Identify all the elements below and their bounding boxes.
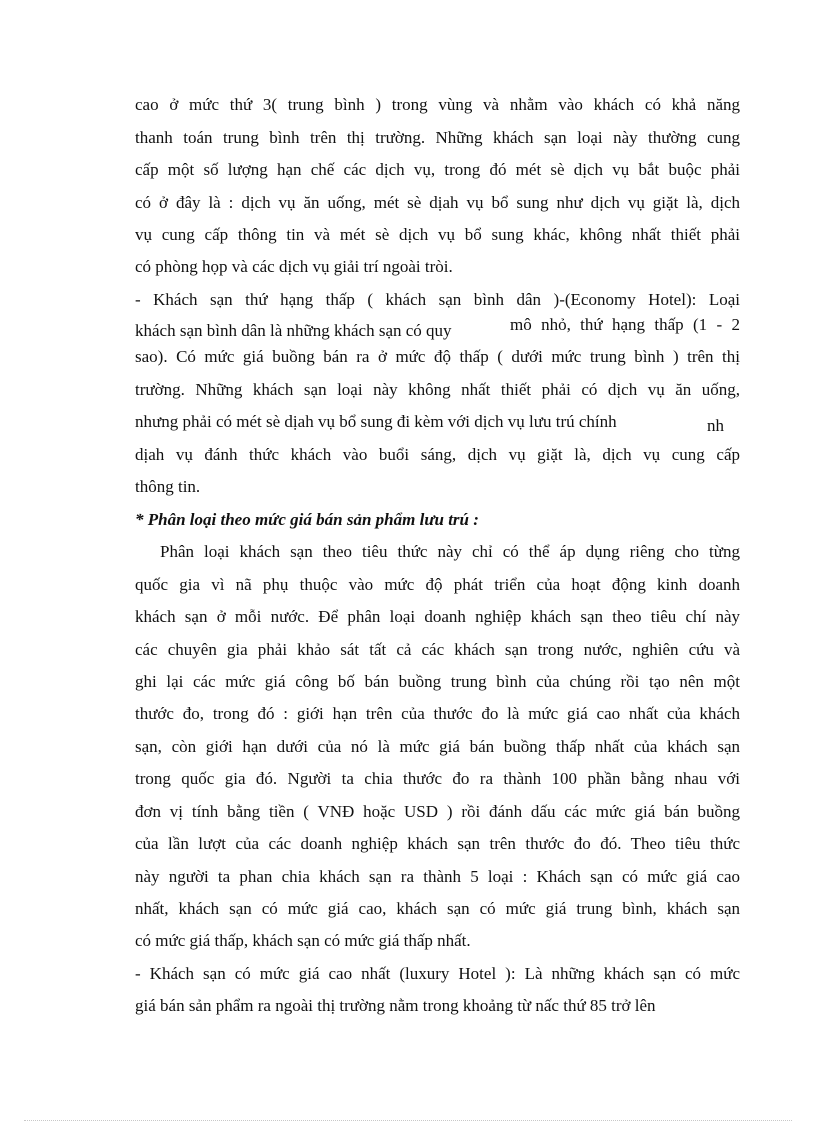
body-line (135, 411, 740, 433)
page-bottom-rule (24, 1120, 792, 1121)
body-line: trường. Những khách sạn loại này không nhất thiết phải có dịch vụ ăn uống, (135, 380, 740, 399)
body-line: của lần lượt của các doanh nghiệp khách sạn trên thước đo đó. Theo tiêu thức (135, 834, 740, 853)
body-line: có mức giá thấp, khách sạn có mức giá thấp nhất. (135, 931, 471, 950)
body-line: vụ cung cấp thông tin và mét sè dịch vụ bổ sung khác, không nhất thiết phải (135, 225, 740, 244)
body-line: quốc gia vì nã phụ thuộc vào mức độ phát triển của hoạt động kinh doanh (135, 575, 740, 594)
body-line: ghi lại các mức giá công bố bán buồng trung bình của chúng rồi tạo nên một (135, 672, 740, 691)
body-line: sao). Có mức giá buồng bán ra ở mức độ thấp ( dưới mức trung bình ) trên thị (135, 347, 740, 366)
body-line: Phân loại khách sạn theo tiêu thức này chỉ có thể áp dụng riêng cho từng (160, 542, 740, 561)
line-segment: nhưng phải có mét sè dịah vụ bổ sung đi kèm với dịch vụ lưu trú chính (135, 412, 617, 431)
line-segment-lowered: nh (707, 416, 724, 435)
body-line: dịah vụ đánh thức khách vào buổi sáng, dịch vụ giặt là, dịch vụ cung cấp (135, 445, 740, 464)
body-line: thước đo, trong đó : giới hạn trên của thước đo là mức giá cao nhất của khách (135, 704, 740, 723)
body-line: - Khách sạn có mức giá cao nhất (luxury Hotel ): Là những khách sạn có mức (135, 964, 740, 983)
body-line: cấp một số lượng hạn chế các dịch vụ, trong đó mét sè dịch vụ bắt buộc phải (135, 160, 740, 179)
body-line: giá bán sản phẩm ra ngoài thị trường nằm trong khoảng từ nấc thứ 85 trở lên (135, 996, 656, 1015)
body-line: cao ở mức thứ 3( trung bình ) trong vùng và nhằm vào khách có khả năng (135, 95, 740, 114)
body-line: - Khách sạn thứ hạng thấp ( khách sạn bình dân )-(Economy Hotel): Loại (135, 290, 740, 309)
line-segment: khách sạn bình dân là những khách sạn có quy (135, 321, 452, 340)
section-heading: * Phân loại theo mức giá bán sản phẩm lưu trú : (135, 510, 479, 529)
body-line: trong quốc gia đó. Người ta chia thước đo ra thành 100 phần bằng nhau với (135, 769, 740, 788)
body-line: có phòng họp và các dịch vụ giải trí ngoài tròi. (135, 257, 453, 276)
body-line: đơn vị tính bằng tiền ( VNĐ hoặc USD ) rồi đánh dấu các mức giá bán buồng (135, 802, 740, 821)
body-line: sạn, còn giới hạn dưới của nó là mức giá bán buồng thấp nhất của khách sạn (135, 737, 740, 756)
line-segment-raised: mô nhỏ, thứ hạng thấp (1 - 2 (510, 315, 740, 334)
body-line: thanh toán trung bình trên thị trường. Những khách sạn loại này thường cung (135, 128, 740, 147)
body-line: các chuyên gia phải khảo sát tất cả các khách sạn trong nước, nghiên cứu và (135, 640, 740, 659)
body-line: thông tin. (135, 477, 201, 496)
body-line: có ở đây là : dịch vụ ăn uống, mét sè dịah vụ bổ sung như dịch vụ giặt là, dịch (135, 193, 740, 212)
body-line: nhất, khách sạn có mức giá cao, khách sạn có mức giá trung bình, khách sạn (135, 899, 740, 918)
body-line: khách sạn ở mỗi nước. Để phân loại doanh nghiệp khách sạn theo tiêu chí này (135, 607, 740, 626)
body-line (135, 315, 740, 342)
body-line: này người ta phan chia khách sạn ra thành 5 loại : Khách sạn có mức giá cao (135, 867, 740, 886)
